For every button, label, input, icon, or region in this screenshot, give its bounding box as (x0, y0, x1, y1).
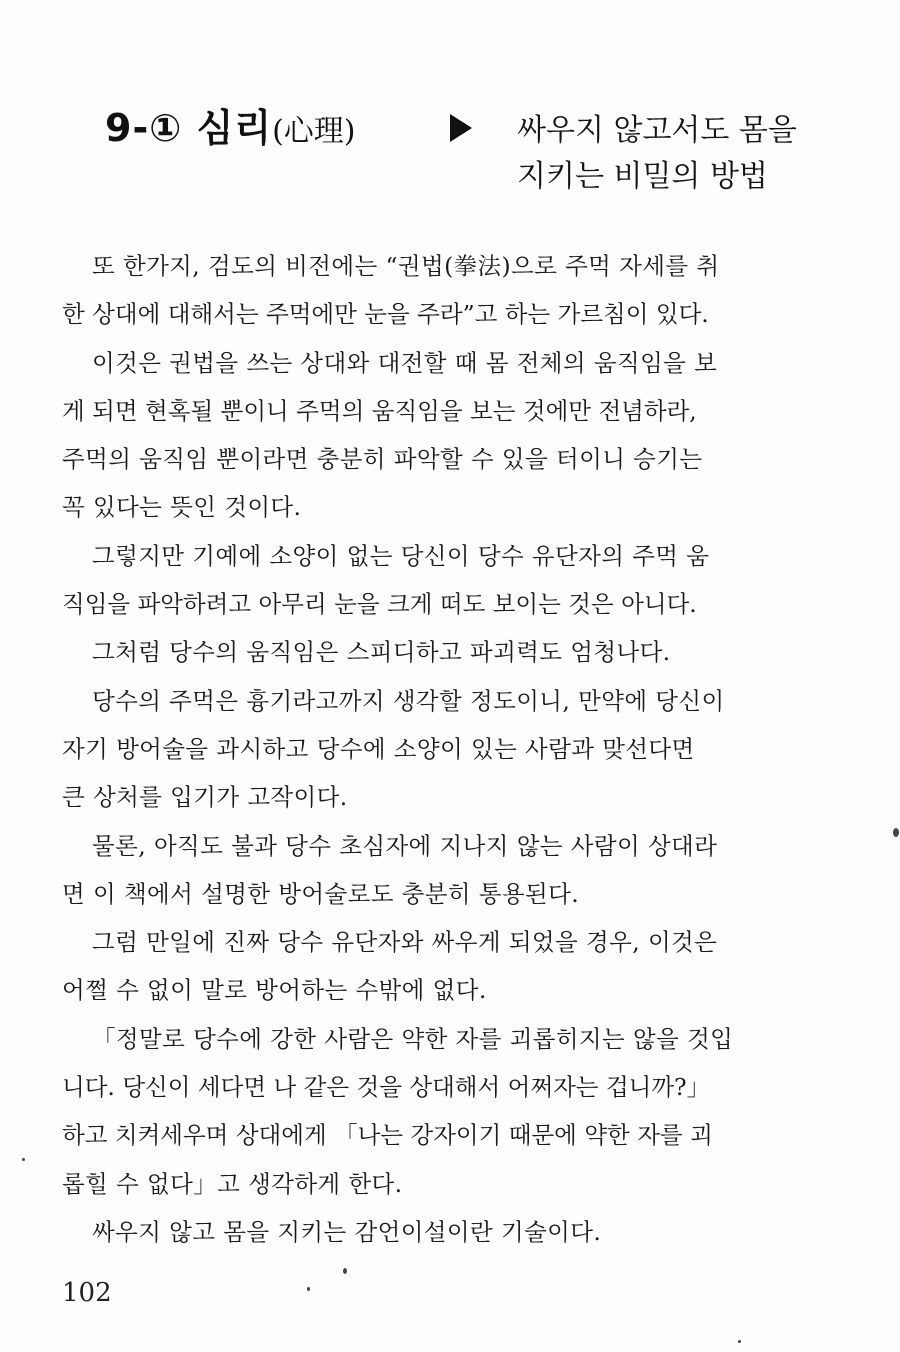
text-line: 「정말로 당수에 강한 사람은 약한 자를 괴롭히지는 않을 것입 (92, 1024, 734, 1053)
text-line: 롭힐 수 없다」고 생각하게 한다. (62, 1169, 403, 1198)
subtitle-line-2: 지키는 비밀의 방법 (517, 159, 768, 194)
text-line: 면 이 책에서 설명한 방어술로도 충분히 통용된다. (62, 879, 580, 908)
text-line: 그렇지만 기예에 소양이 없는 당신이 당수 유단자의 주먹 움 (92, 541, 710, 570)
paper-speck (22, 1158, 25, 1161)
text-line: 꼭 있다는 뜻인 것이다. (62, 493, 302, 522)
text-line: 또 한가지, 검도의 비전에는 “권법(拳法)으로 주먹 자세를 취 (92, 252, 720, 280)
paper-speck (738, 1340, 741, 1343)
heading-hanja: (心理) (272, 114, 356, 149)
paper-speck (893, 828, 899, 837)
text-line: 직임을 파악하려고 아무리 눈을 크게 떠도 보이는 것은 아니다. (62, 590, 697, 619)
text-line: 당수의 주먹은 흉기라고까지 생각할 정도이니, 만약에 당신이 (92, 686, 725, 715)
subtitle-line-1: 싸우지 않고서도 몸을 (517, 113, 797, 148)
text-line: 게 되면 현혹될 뿐이니 주먹의 움직임을 보는 것에만 전념하라, (62, 396, 697, 425)
text-line: 한 상대에 대해서는 주먹에만 눈을 주라”고 하는 가르침이 있다. (62, 300, 709, 329)
text-line: 자기 방어술을 과시하고 당수에 소양이 있는 사람과 맞선다면 (62, 734, 695, 763)
section-heading (105, 100, 875, 210)
text-line: 그럼 만일에 진짜 당수 유단자와 싸우게 되었을 경우, 이것은 (92, 928, 718, 957)
paper-speck (307, 1287, 310, 1291)
text-line: 주먹의 움직임 뿐이라면 충분히 파악할 수 있을 터이니 승기는 (62, 445, 703, 474)
text-line: 어쩔 수 없이 말로 방어하는 수밖에 없다. (62, 976, 487, 1005)
heading-circled-number: ① (149, 106, 183, 150)
text-line: 니다. 당신이 세다면 나 같은 것을 상대해서 어쩌자는 겁니까?」 (62, 1073, 711, 1102)
heading-title (105, 100, 355, 160)
text-line: 큰 상처를 입기가 고작이다. (62, 783, 348, 812)
page-number: 102 (62, 1278, 112, 1308)
heading-subtitle (517, 108, 797, 200)
text-line: 물론, 아직도 불과 당수 초심자에 지나지 않는 사람이 상대라 (92, 831, 718, 860)
text-line: 그처럼 당수의 움직임은 스피디하고 파괴력도 엄청나다. (92, 638, 671, 667)
heading-topic: 심리 (196, 106, 273, 150)
text-line: 하고 치켜세우며 상대에게 「나는 강자이기 때문에 약한 자를 괴 (62, 1121, 713, 1150)
text-line: 이것은 권법을 쓰는 상대와 대전할 때 몸 전체의 움직임을 보 (92, 348, 718, 377)
text-line: 싸우지 않고 몸을 지키는 감언이설이란 기술이다. (92, 1217, 602, 1246)
triangle-arrow-icon (450, 114, 472, 142)
paper-speck (343, 1268, 347, 1274)
body-text (62, 242, 862, 1256)
heading-number: 9- (105, 106, 150, 150)
